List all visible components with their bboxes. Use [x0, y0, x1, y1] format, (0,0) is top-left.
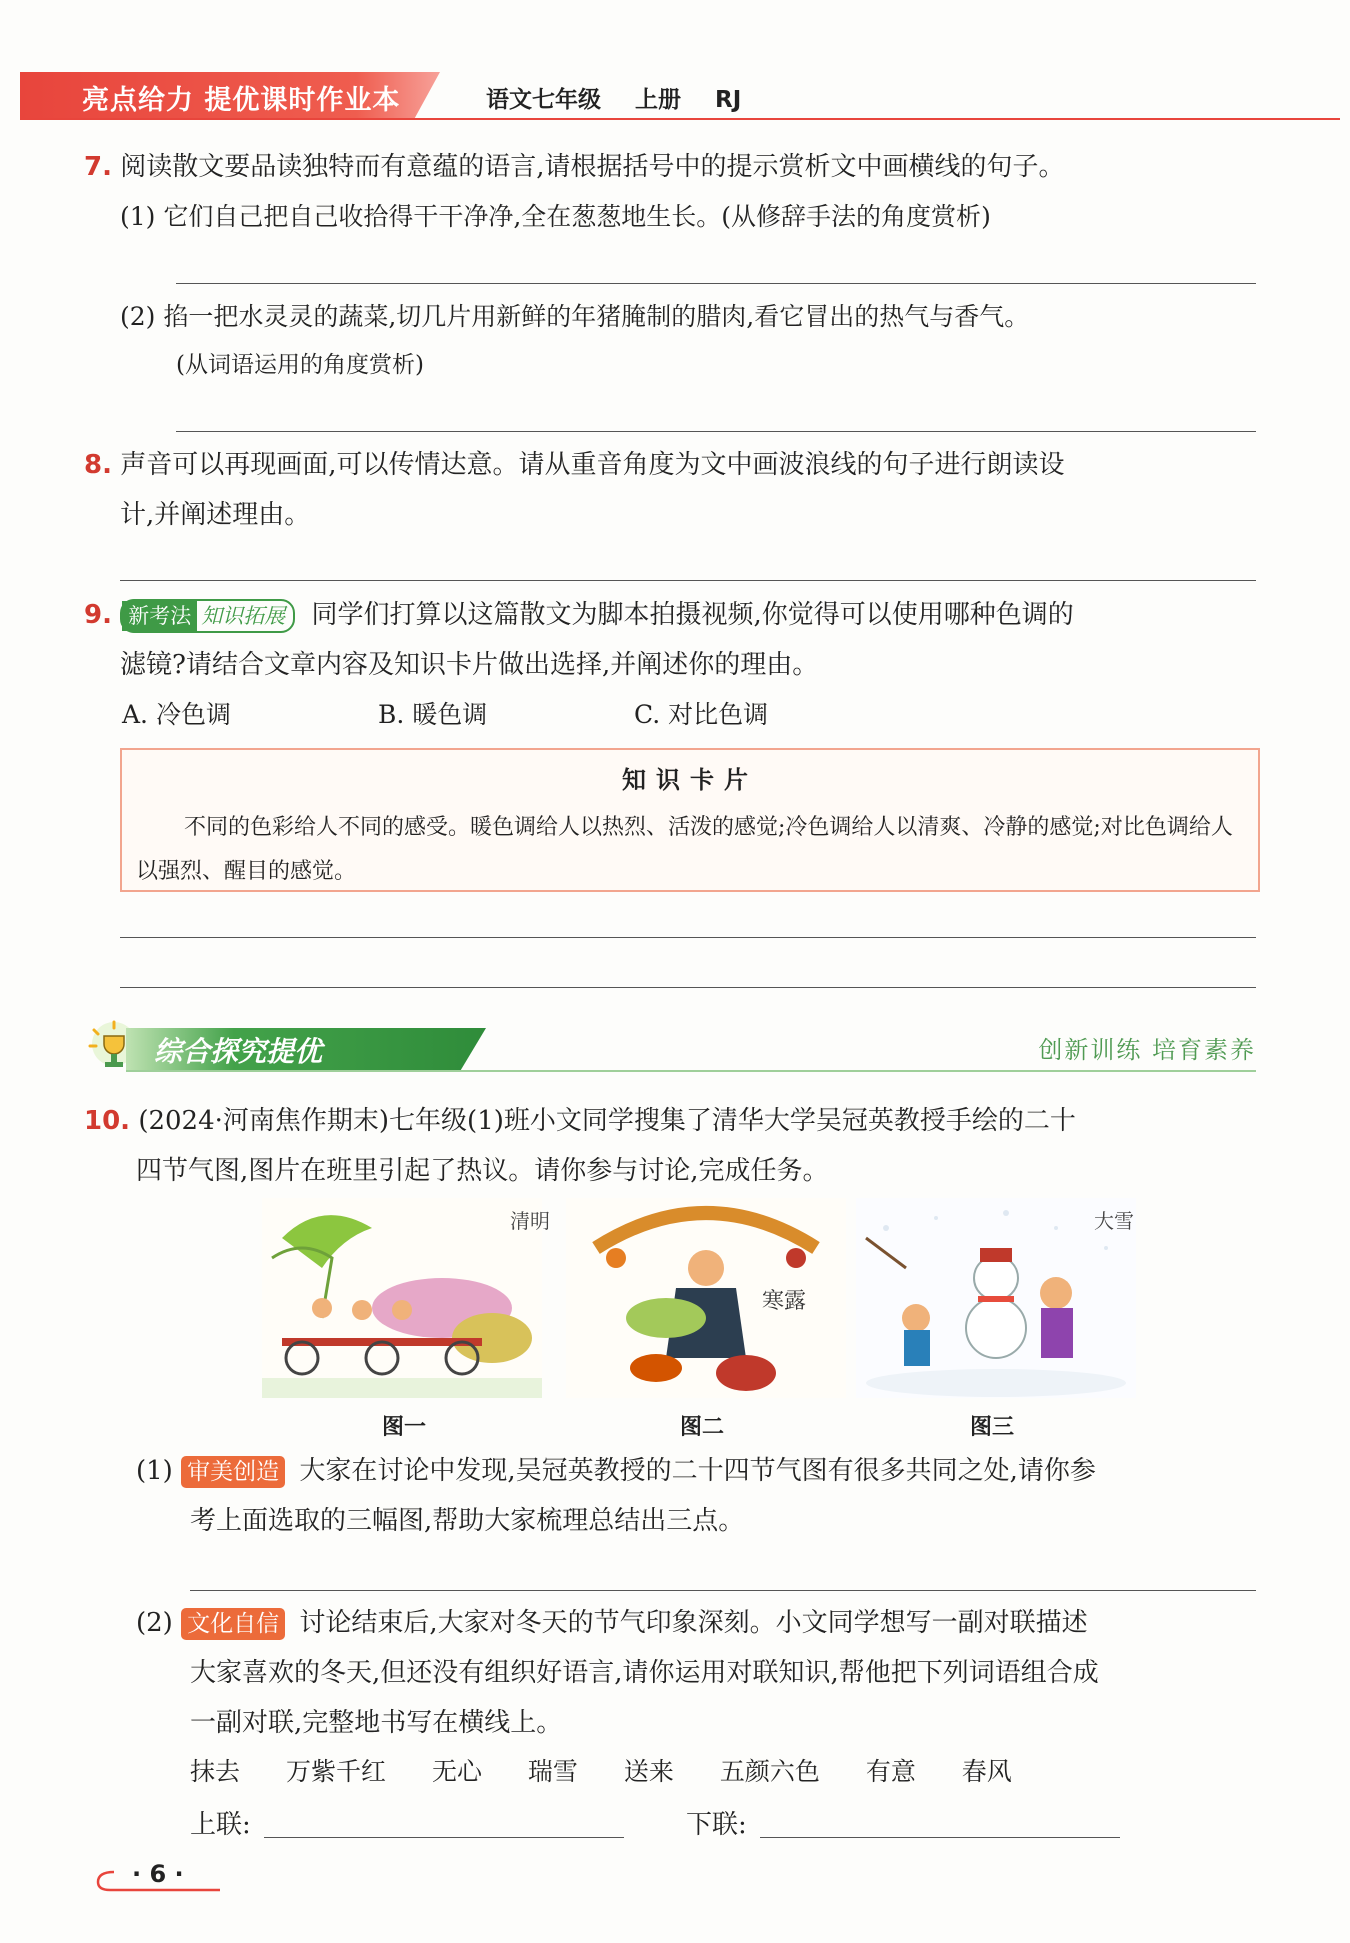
page-footer: [92, 1860, 222, 1894]
q10-text-line1: (2024·河南焦作期末)七年级(1)班小文同学搜集了清华大学吴冠英教授手绘的二十: [138, 1106, 1076, 1136]
word-item: 万紫千红: [285, 1757, 386, 1786]
figure-3-daxue: [856, 1198, 1136, 1398]
q7-stem: [84, 142, 1065, 192]
page-header: [20, 72, 1340, 118]
q7-part1: (1) 它们自己把自己收拾得干干净净,全在葱葱地生长。(从修辞手法的角度赏析): [120, 202, 991, 231]
q10-stem-line1: [84, 1096, 1076, 1146]
figure-1-caption: 图一: [382, 1415, 427, 1440]
q10-sub1-text-line1: 大家在讨论中发现,吴冠英教授的二十四节气图有很多共同之处,请你参: [299, 1456, 1096, 1486]
word-item: 春风: [961, 1757, 1012, 1786]
q7-text: 阅读散文要品读独特而有意蕴的语言,请根据括号中的提示赏析文中画横线的句子。: [120, 152, 1065, 182]
knowledge-card: [120, 748, 1260, 892]
q10-text-line2: 四节气图,图片在班里引起了热议。请你参与讨论,完成任务。: [136, 1156, 829, 1186]
subject-label: 语文七年级: [486, 87, 601, 113]
hanlu-illustration: [566, 1198, 846, 1398]
q10-sub2-line1: [136, 1598, 1088, 1648]
upper-couplet-line[interactable]: [264, 1837, 624, 1838]
word-item: 抹去: [190, 1757, 241, 1786]
word-item: 无心: [431, 1757, 482, 1786]
daxue-illustration: [856, 1198, 1136, 1398]
hanlu-label: 寒露: [762, 1289, 807, 1314]
edition-label: RJ: [715, 87, 742, 113]
figure-2-hanlu: [566, 1198, 846, 1398]
q8-text-line1: 声音可以再现画面,可以传情达意。请从重音角度为文中画波浪线的句子进行朗读设: [120, 450, 1065, 480]
knowledge-card-text: [136, 806, 1246, 894]
upper-couplet-label: 上联:: [190, 1810, 251, 1840]
q10-sub2-text-line3: 一副对联,完整地书写在横线上。: [190, 1708, 563, 1738]
header-subject: [486, 81, 767, 114]
q9-answer-line-1[interactable]: [120, 937, 1256, 938]
word-item: 瑞雪: [527, 1757, 578, 1786]
q7-number: 7.: [84, 152, 112, 182]
q10-number: 10.: [84, 1106, 131, 1136]
q9-answer-line-2[interactable]: [120, 987, 1256, 988]
aesthetic-creation-tag: 审美创造: [181, 1456, 285, 1488]
section-title: 综合探究提优: [154, 1035, 323, 1068]
q9-option-c[interactable]: C. 对比色调: [634, 700, 769, 729]
q9-text-line2: 滤镜?请结合文章内容及知识卡片做出选择,并阐述你的理由。: [120, 650, 819, 680]
q7-part2-line2: (从词语运用的角度赏析): [176, 352, 424, 378]
figure-2-caption: 图二: [680, 1415, 725, 1440]
section-slogan: 创新训练 培育素养: [1038, 1036, 1256, 1064]
q8-answer-line[interactable]: [120, 580, 1256, 581]
cultural-confidence-tag: 文化自信: [181, 1608, 285, 1640]
q10-sub1-answer-line[interactable]: [190, 1590, 1256, 1591]
qingming-illustration: [262, 1198, 550, 1398]
daxue-label: 大雪: [1094, 1209, 1134, 1233]
lower-couplet-line[interactable]: [760, 1837, 1120, 1838]
series-title: 亮点给力 提优课时作业本: [82, 85, 401, 116]
volume-label: 上册: [635, 87, 682, 113]
q10-sub1-line1: [136, 1446, 1096, 1496]
q10-sub2-text-line1: 讨论结束后,大家对冬天的节气印象深刻。小文同学想写一副对联描述: [299, 1608, 1088, 1638]
word-item: 有意: [865, 1757, 916, 1786]
q7-part2-answer-line[interactable]: [176, 431, 1256, 432]
figure-1-qingming: [262, 1198, 550, 1398]
knowledge-card-title: 知识卡片: [622, 766, 758, 794]
q9-tag: [120, 599, 295, 633]
page-number: · 6 ·: [132, 1860, 184, 1888]
q9-stem-line1: [84, 590, 1074, 640]
word-item: 送来: [623, 1757, 674, 1786]
q10-sub1-text-line2: 考上面选取的三幅图,帮助大家梳理总结出三点。: [190, 1506, 745, 1536]
qingming-label: 清明: [510, 1209, 550, 1233]
lower-couplet-label: 下联:: [686, 1810, 747, 1840]
q9-option-b[interactable]: B. 暖色调: [378, 700, 488, 729]
q8-number: 8.: [84, 450, 112, 480]
section-banner: [86, 1020, 1256, 1076]
q7-part2-line1: (2) 掐一把水灵灵的蔬菜,切几片用新鲜的年猪腌制的腊肉,看它冒出的热气与香气。: [120, 302, 1030, 331]
q10-sub2-text-line2: 大家喜欢的冬天,但还没有组织好语言,请你运用对联知识,帮他把下列词语组合成: [190, 1658, 1099, 1688]
q9-number: 9.: [84, 600, 112, 630]
q7-part1-answer-line[interactable]: [176, 283, 1256, 284]
figure-3-caption: 图三: [970, 1415, 1015, 1440]
tag-knowledge-extension: 知识拓展: [201, 604, 286, 628]
couplet-word-bank: [190, 1752, 1050, 1788]
word-item: 五颜六色: [719, 1757, 820, 1786]
header-divider: [20, 118, 1340, 120]
q10-sub1-number: (1): [136, 1456, 173, 1486]
q10-sub2-number: (2): [136, 1608, 173, 1638]
q9-option-a[interactable]: A. 冷色调: [122, 700, 231, 729]
q9-text-line1: 同学们打算以这篇散文为脚本拍摄视频,你觉得可以使用哪种色调的: [311, 600, 1074, 630]
q8-text-line2: 计,并阐述理由。: [120, 500, 311, 530]
q8-stem-line1: [84, 440, 1065, 490]
tag-new-method: 新考法: [122, 601, 197, 631]
section-divider: [126, 1070, 1256, 1072]
knowledge-card-body: 不同的色彩给人不同的感受。暖色调给人以热烈、活泼的感觉;冷色调给人以清爽、冷静的感觉;对比色调给人以强烈、醒目的感觉。: [136, 815, 1233, 884]
